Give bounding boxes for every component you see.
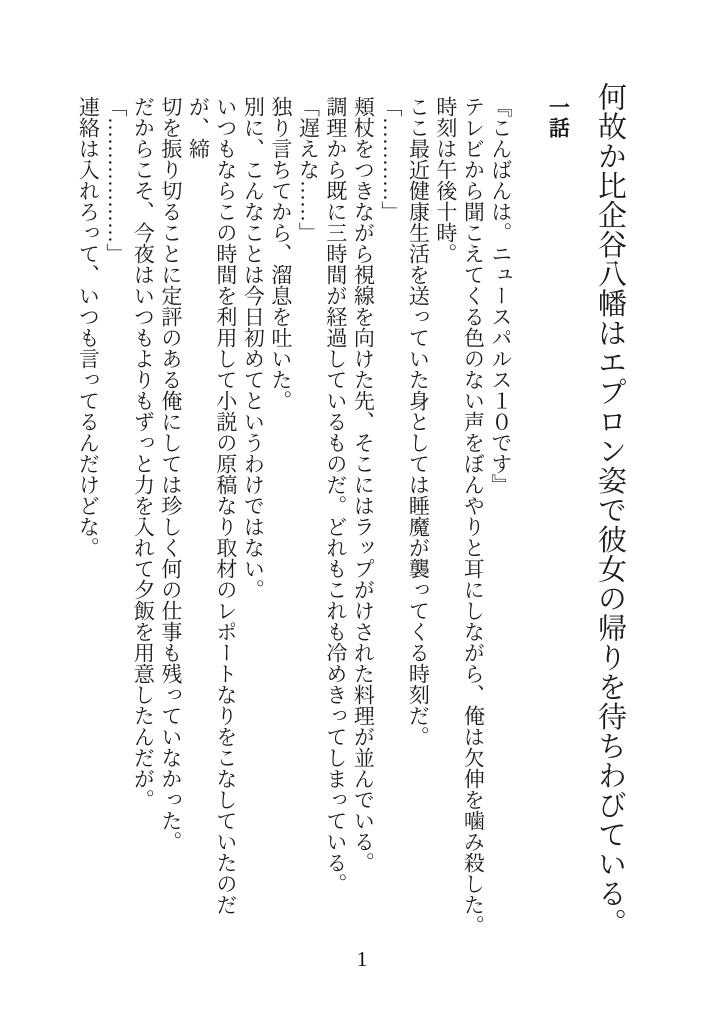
body-text [74, 82, 514, 946]
text-line: 調理から既に三時間が経過しているものだ。どれもこれも冷めきってしまっている。 [323, 96, 348, 894]
text-line: 『こんばんは。ニュースパルス１０です』 [488, 96, 513, 495]
story-title: 何故か比企谷八幡はエプロン姿で彼女の帰りを待ちわびている。 [594, 82, 626, 938]
text-line: テレビから聞こえてくる色のない声をぼんやりと耳にしながら、俺は欠伸を噛み殺した。 [461, 96, 486, 936]
text-line: だからこそ、今夜はいつもよりもずっと力を入れて夕飯を用意したんだが。 [131, 96, 156, 810]
text-line: 「遅えな……」 [296, 96, 321, 243]
text-line: 切を振り切ることに定評のある俺にしては珍しく何の仕事も残っていなかった。 [158, 96, 183, 852]
text-line: いつもならこの時間を利用して小説の原稿なり取材のレポートなりをこなしていたのだが、締 [186, 96, 238, 915]
text-line: 時刻は午後十時。 [433, 96, 458, 264]
text-line: 別に、こんなことは今日初めてというわけではない。 [241, 96, 266, 600]
text-line: 「………………」 [103, 96, 128, 264]
text-line: ここ最近健康生活を送っていた身としては睡魔が襲ってくる時刻だ。 [406, 96, 431, 747]
chapter-heading: 一話 [546, 96, 571, 138]
text-line: 「…………」 [378, 96, 403, 222]
text-line: 連絡は入れろって、いつも言ってるんだけどな。 [76, 96, 101, 558]
vertical-text-area [70, 82, 630, 946]
text-line: 独り言ちてから、溜息を吐いた。 [268, 96, 293, 411]
text-line: 頬杖をつきながら視線を向けた先、そこにはラップがけされた料理が並んでいる。 [351, 96, 376, 873]
page-number: 1 [356, 947, 368, 971]
